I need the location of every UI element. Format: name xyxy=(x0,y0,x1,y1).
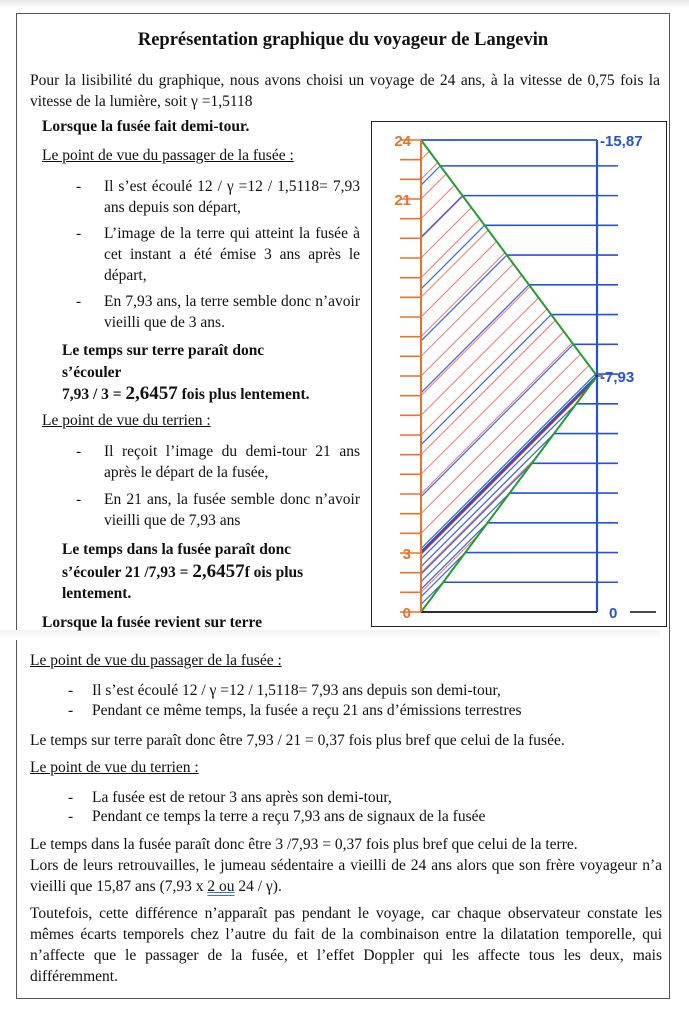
list-item: - En 7,93 ans, la terre semble donc n’avoir vieilli que de 3 ans. xyxy=(76,293,360,331)
page-title: Représentation graphique du voyageur de Langevin xyxy=(137,30,549,50)
list-item: - Pendant ce même temps, la fusée a reçu 21 ans d’émissions terrestres xyxy=(68,702,522,719)
list-item: - Il reçoit l’image du demi-tour 21 ans après le départ de la fusée, xyxy=(76,443,360,481)
closing-paragraph: Toutefois, cette différence n’apparaît pas pendant le voyage, car chaque observateur constate les mêmes écarts temporels chez l’autre du fait de la combinaison entre la dilatation temporelle, qui n’affecte que le passager de la fusée, et l’effet Doppler qui les affecte tous les deux, mais différemment. xyxy=(30,905,662,985)
rocket-label-turnaround: -7,93 xyxy=(600,369,635,386)
earth-conclusion: Le temps dans la fusée paraît donc s’écouler 21 /7,93 = 2,6457f ois plus lentement. xyxy=(62,541,304,602)
rocket-signal-line xyxy=(421,344,573,496)
earth-label-24: 24 xyxy=(394,133,411,150)
section2-passenger-conclusion: Le temps sur terre paraît donc être 7,93 / 21 = 0,37 fois plus bref que celui de la fusée. xyxy=(30,732,565,749)
section1-passenger-heading: Le point de vue du passager de la fusée : xyxy=(42,147,294,164)
rocket-label-0: 0 xyxy=(609,605,618,622)
section1-earth-heading: Le point de vue du terrien : xyxy=(42,412,211,429)
section2-passenger-heading: Le point de vue du passager de la fusée : xyxy=(30,652,282,669)
passenger-conclusion: Le temps sur terre paraît donc s’écouler 7,93 / 3 = 2,6457 fois plus lentement. xyxy=(62,342,310,404)
rocket-signal-line xyxy=(421,196,462,237)
earth-label-0: 0 xyxy=(402,605,411,622)
list-item: - Pendant ce temps la terre a reçu 7,93 ans de signaux de la fusée xyxy=(68,808,486,825)
earth-signal-line xyxy=(421,457,536,572)
rocket-signal-line xyxy=(421,315,551,445)
earth-signal-line xyxy=(421,309,547,435)
section2-earth-conclusion: Le temps dans la fusée paraît donc être 3 /7,93 = 0,37 fois plus bref que celui de la terre. Lors de leurs retrouvailles, le jumeau sédentaire a vieilli de 24 ans alors que son frère voyageur n’a vieilli que 15,87 ans (7,93 x 2 ou 24 / γ). xyxy=(30,836,662,895)
earth-label-3: 3 xyxy=(402,546,411,563)
list-item: - En 21 ans, la fusée semble donc n’avoir vieilli que de 7,93 ans xyxy=(76,491,360,529)
list-item: - Il s’est écoulé 12 / γ =12 / 1,5118= 7,93 ans depuis son départ, xyxy=(76,178,360,216)
section2-heading: Lorsque la fusée revient sur terre xyxy=(42,614,262,631)
section1-heading: Lorsque la fusée fait demi-tour. xyxy=(42,118,250,135)
intro-paragraph: Pour la lisibilité du graphique, nous avons choisi un voyage de 24 ans, à la vitesse de 0,75 fois la vitesse de la lumière, soit γ =1,5118 xyxy=(30,72,660,110)
list-item: - La fusée est de retour 3 ans après son demi-tour, xyxy=(68,789,392,806)
earth-signal-line xyxy=(421,298,539,416)
rocket-label-end: -15,87 xyxy=(600,133,643,150)
earth-signal-line xyxy=(421,208,471,258)
earth-signal-line xyxy=(421,196,463,238)
section2-earth-heading: Le point de vue du terrien : xyxy=(30,759,199,776)
list-item: - Il s’est écoulé 12 / γ =12 / 1,5118= 7,93 ans depuis son demi-tour, xyxy=(68,682,501,699)
rocket-signal-line xyxy=(421,225,485,289)
earth-signal-line xyxy=(421,343,572,494)
rocket-signal-line xyxy=(421,255,507,341)
list-item: - L’image de la terre qui atteint la fusée à cet instant a été émise 3 ans après le départ, xyxy=(76,225,360,284)
earth-signal-line xyxy=(421,241,497,317)
earth-signal-line xyxy=(421,264,513,356)
earth-signal-line xyxy=(421,174,446,199)
earth-signal-line xyxy=(421,151,429,159)
earth-signal-line xyxy=(421,230,488,297)
earth-label-21: 21 xyxy=(394,192,411,209)
rocket-signal-line xyxy=(421,434,554,567)
earth-signal-line xyxy=(421,332,564,475)
rocket-signal-line xyxy=(421,404,576,559)
earth-signal-line xyxy=(421,185,455,219)
earth-signal-line xyxy=(421,286,530,395)
